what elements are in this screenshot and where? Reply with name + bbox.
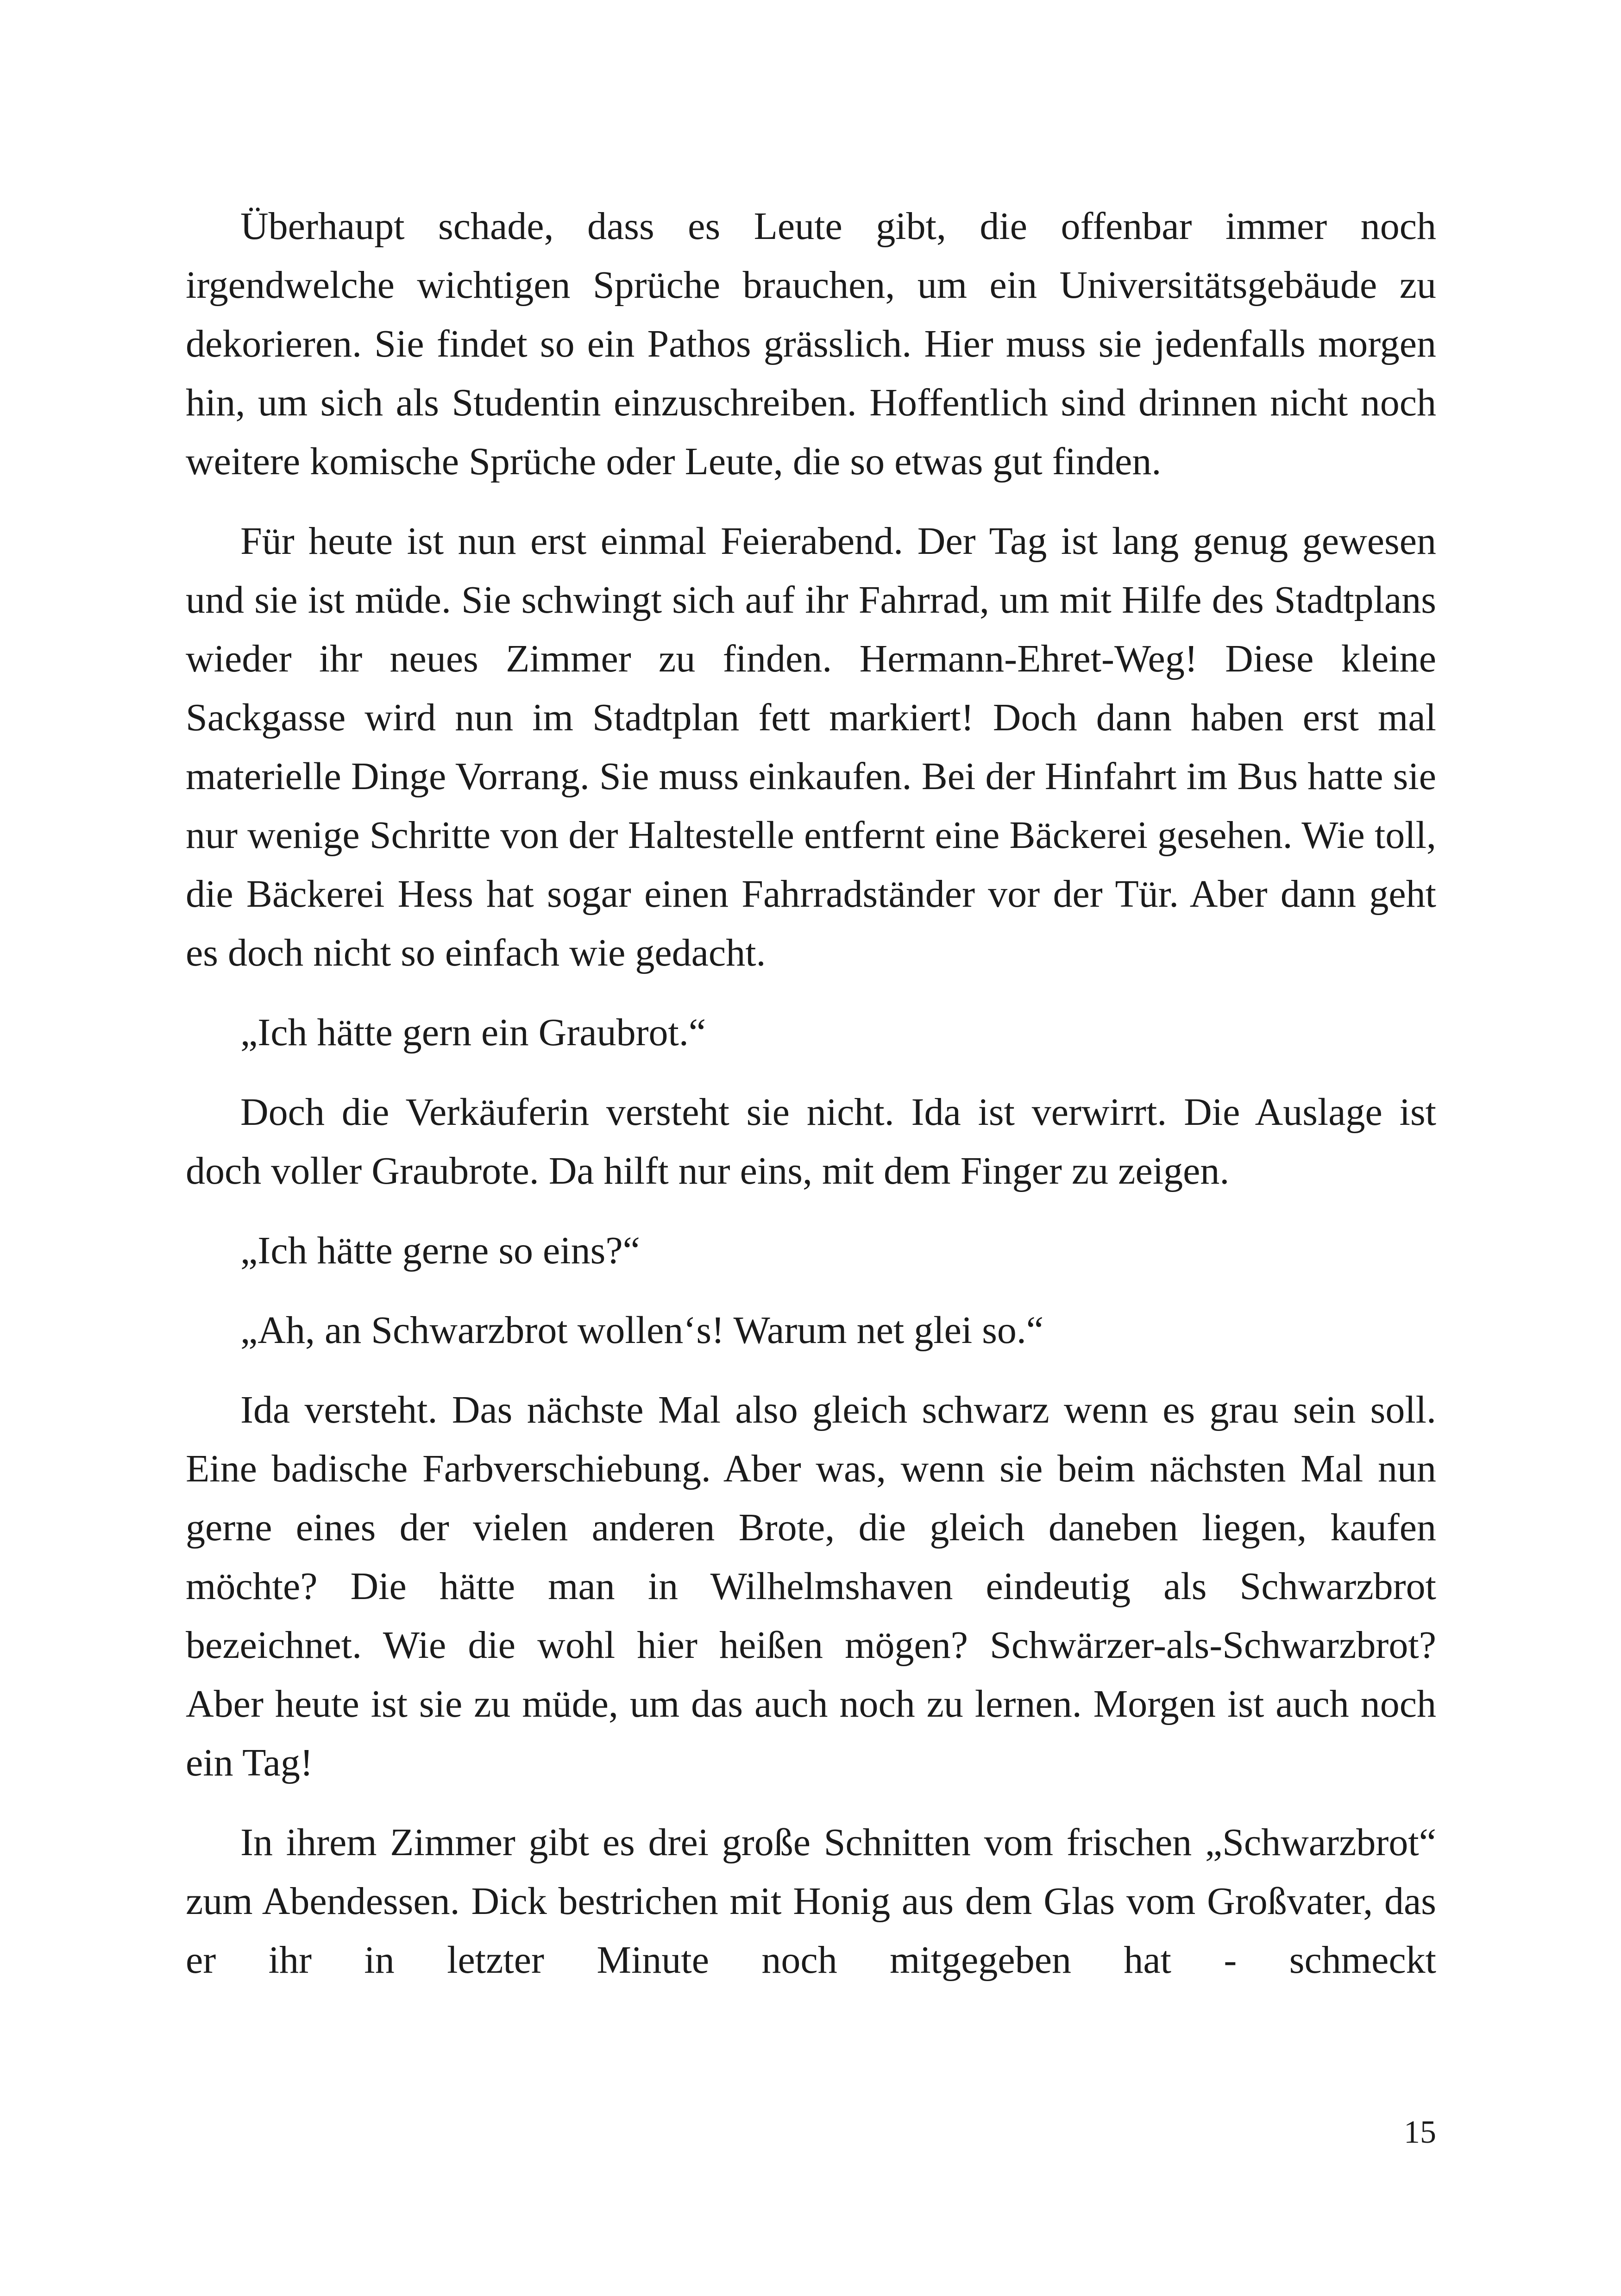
paragraph-2: Für heute ist nun erst einmal Feierabend. Der Tag ist lang genug gewesen und sie ist müde. Sie schwingt sich auf ihr Fahrrad, um mit Hilfe des Stadtplans wieder ihr neues Zimmer zu finden. Hermann-Ehret-Weg! Diese kleine Sackgasse wird nun im Stadtplan fett markiert! Doch dann haben erst mal materielle Dinge Vorrang. Sie muss einkaufen. Bei der Hinfahrt im Bus hatte sie nur wenige Schritte von der Haltestelle entfernt eine Bäckerei gesehen. Wie toll, die Bäckerei Hess hat sogar einen Fahrradständer vor der Tür. Aber dann geht es doch nicht so einfach wie gedacht.: [186, 520, 1436, 974]
body-text: [186, 197, 1436, 1989]
paragraph-8: In ihrem Zimmer gibt es drei große Schnitten vom frischen „Schwarzbrot“ zum Abendessen. Dick bestrichen mit Honig aus dem Glas vom Großvater, das er ihr in letzter Minute noch mitgegeben hat - schmeckt: [186, 1821, 1436, 1982]
paragraph-4: Doch die Verkäuferin versteht sie nicht. Ida ist verwirrt. Die Auslage ist doch voller Graubrote. Da hilft nur eins, mit dem Finger zu zeigen.: [186, 1091, 1436, 1192]
page-number: 15: [1404, 2114, 1436, 2150]
paragraph-7: Ida versteht. Das nächste Mal also gleich schwarz wenn es grau sein soll. Eine badische Farbverschiebung. Aber was, wenn sie beim nächsten Mal nun gerne eines der vielen anderen Brote, die gleich daneben liegen, kaufen möchte? Die hätte man in Wilhelmshaven eindeutig als Schwarzbrot bezeichnet. Wie die wohl hier heißen mögen? Schwärzer-als-Schwarzbrot? Aber heute ist sie zu müde, um das auch noch zu lernen. Morgen ist auch noch ein Tag!: [186, 1388, 1436, 1784]
paragraph-1: Überhaupt schade, dass es Leute gibt, die offenbar immer noch irgendwelche wichtigen Sprüche brauchen, um ein Universitätsgebäude zu dekorieren. Sie findet so ein Pathos grässlich. Hier muss sie jedenfalls morgen hin, um sich als Studentin einzuschreiben. Hoffentlich sind drinnen nicht noch weitere komische Sprüche oder Leute, die so etwas gut finden.: [186, 205, 1436, 483]
paragraph-5-dialogue: „Ich hätte gerne so eins?“: [240, 1229, 640, 1272]
paragraph-6-dialogue: „Ah, an Schwarzbrot wollen‘s! Warum net glei so.“: [240, 1309, 1044, 1352]
paragraph-3-dialogue: „Ich hätte gern ein Graubrot.“: [240, 1011, 706, 1054]
